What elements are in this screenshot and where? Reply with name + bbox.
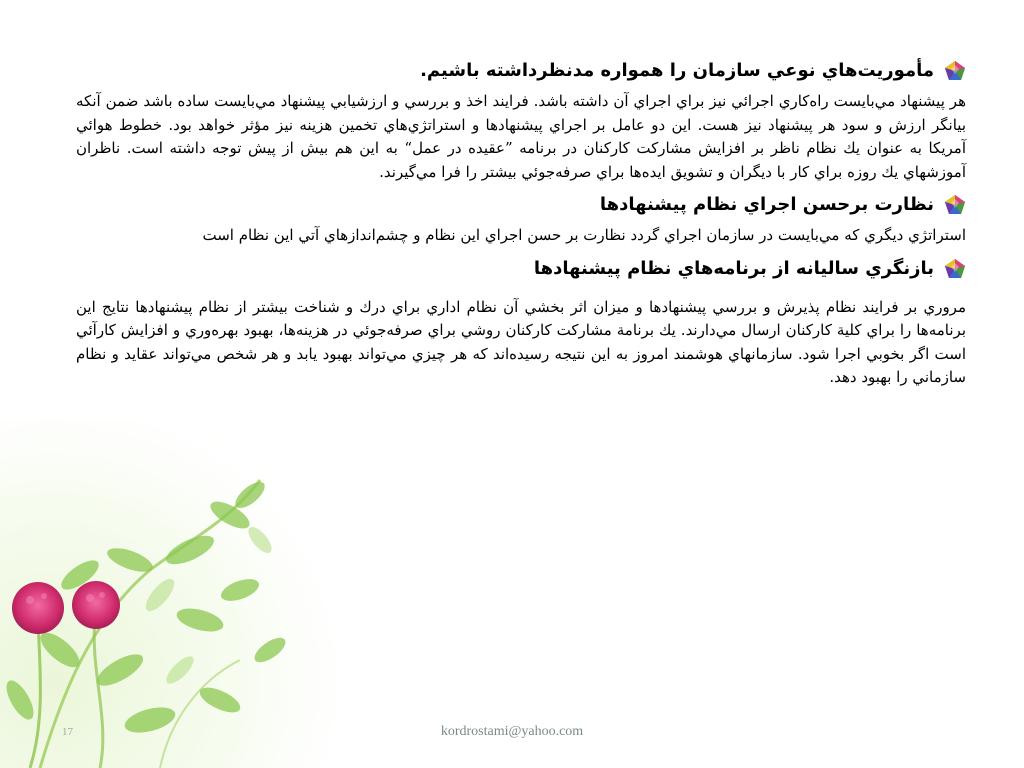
section-paragraph: استراتژي ديگري كه مي‌بايست در سازمان اجراي گردد نظارت بر حسن اجراي اين نظام و چشم‌اندازهاي آتي اين نظام است	[202, 226, 966, 244]
gem-bullet-icon	[944, 194, 966, 216]
footer-email: kordrostami@yahoo.com	[440, 724, 584, 739]
section-heading-row	[76, 190, 966, 220]
section-paragraph: مروري بر فرايند نظام پذيرش و بررسي پيشنهادها و ميزان اثر بخشي آن نظام اداري براي درك و شناخت بيشتر از نظام پيشنهادها نتايج اين برنامه‌ها را براي كلية كاركنان ارسال مي‌دارند. يك برنامة مشاركت كاركنان روشي براي صرفه‌جوئي در هزينه‌ها، بهبود بهره‌وري و افزايش كارآئي است اگر بخوبي اجرا شود. سازمانهاي هوشمند امروز به اين نتيجه رسيده‌اند كه هر چيزي مي‌تواند بهبود يابد و هر شخص مي‌تواند عقايد و نظام سازماني را بهبود دهد.	[76, 297, 966, 386]
slide-number: 17	[62, 726, 73, 738]
flower-decoration	[0, 420, 360, 768]
section-heading: نظارت برحسن اجراي نظام پيشنهادها	[599, 194, 934, 215]
gem-bullet-icon	[944, 60, 966, 82]
gem-bullet-icon	[944, 258, 966, 280]
section-paragraph: هر پيشنهاد مي‌بايست راه‌كاري اجرائي نيز براي اجراي آن داشته باشد. فرايند اخذ و بررسي و ارزشيابي پيشنهاد مي‌بايست ساده باشد ضمن آنكه بيانگر ارزش و سود هر پيشنهاد نيز هست. اين دو عامل بر اجراي پيشنهادها و استراتژي‌هاي تخمين هزينه نيز مؤثر خواهد بود. خطوط هوائي آمريكا به عنوان يك نظام ناظر بر افزايش مشاركت كاركنان در برنامه ”عقيده در عمل“ به اين هم بيش از پيش توجه داشته است. ناظران آموزشهاي يك روزه براي كار با ديگران و تشويق ايده‌ها براي صرفه‌جوئي بيشتر را فرا مي‌گيرند.	[76, 92, 966, 181]
section-heading-row	[76, 56, 966, 86]
section-heading-row	[76, 254, 966, 284]
content-body	[76, 56, 966, 396]
section-heading: بازنگري ساليانه از برنامه‌هاي نظام پيشنهادها	[533, 257, 934, 279]
section-heading: مأموريت‌هاي نوعي سازمان را همواره مدنظرداشته باشيم.	[420, 60, 934, 81]
